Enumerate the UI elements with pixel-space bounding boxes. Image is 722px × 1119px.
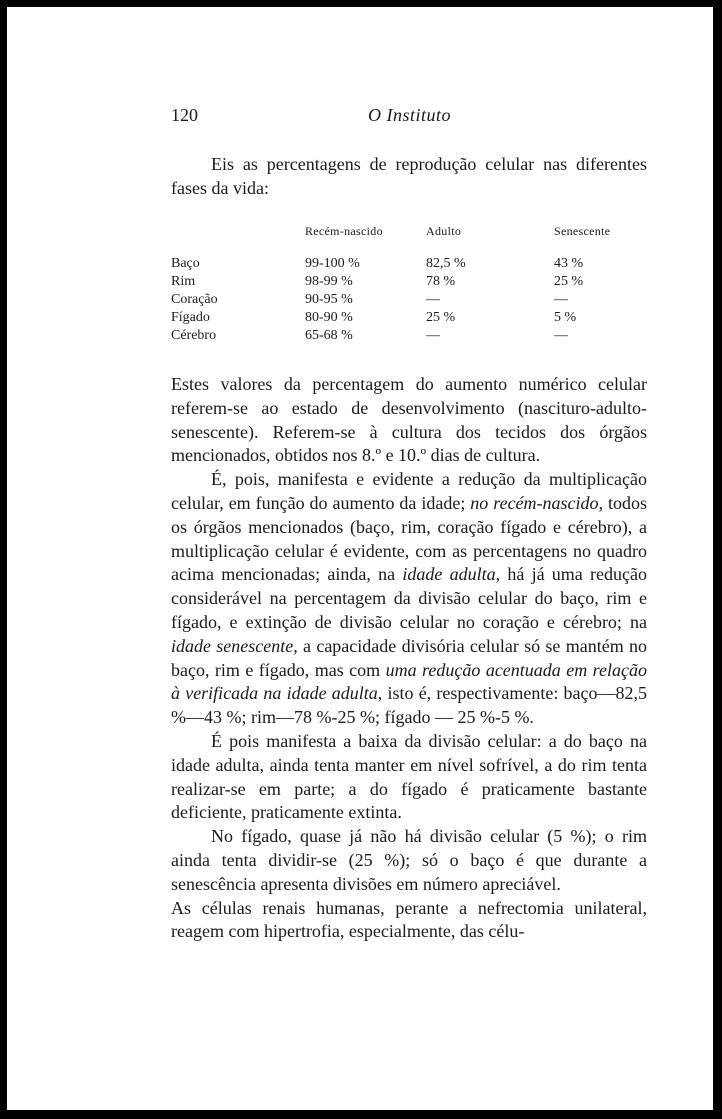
organ-cell: Rim bbox=[171, 274, 196, 289]
column-header-senescente: Senescente bbox=[554, 224, 611, 238]
italic-run: idade adulta bbox=[402, 564, 496, 585]
page-number: 120 bbox=[171, 105, 198, 125]
recem-nascido-cell: 98-99 % bbox=[305, 274, 353, 289]
adulto-cell: 82,5 % bbox=[426, 256, 466, 271]
paragraph-decline: É pois manifesta a baixa da divisão celular: a do baço na idade adulta, ainda tenta manter em nível sofrível, a do rim tenta realizar-se em parte; a do fígado é praticamente bastante deficiente, praticamente extinta. bbox=[171, 730, 647, 823]
text-run: , todos os órgãos mencionados (baço, rim, coração fígado e cérebro), a multiplicação celular é evidente, com as percentagens no quadro acima mencionadas; ainda, na bbox=[171, 492, 648, 585]
italic-run: no recém-nascido bbox=[470, 492, 599, 513]
body-text bbox=[171, 373, 647, 944]
text-run: , isto é, respectivamente: baço—82,5 %—43 %; rim—78 %-25 %; fígado — 25 %-5 %. bbox=[171, 683, 647, 728]
text-run: , a capacidade divisória celular só se mantém no baço, rim e fígado, mas com bbox=[171, 635, 647, 680]
text-run: É, pois, manifesta e evidente a redução da multiplicação celular, em função do aumento da idade; bbox=[171, 469, 647, 513]
senescente-cell: 5 % bbox=[554, 310, 577, 325]
senescente-cell: 25 % bbox=[554, 274, 584, 289]
column-header-adulto: Adulto bbox=[426, 224, 462, 238]
organ-cell: Fígado bbox=[171, 310, 210, 325]
paragraph-liver: No fígado, quase já não há divisão celular (5 %); o rim ainda tenta dividir-se (25 %); só o baço é que durante a senescência apresenta divisões em número apreciável. bbox=[171, 826, 647, 894]
table-header-row bbox=[171, 224, 647, 255]
intro-section bbox=[171, 153, 647, 200]
intro-paragraph: Eis as percentagens de reprodução celular nas diferentes fases da vida: bbox=[171, 154, 647, 198]
italic-run: uma redução acentuada em relação à verificada na idade adulta bbox=[171, 659, 647, 704]
adulto-cell: 78 % bbox=[426, 274, 456, 289]
table-row bbox=[171, 255, 647, 273]
table-row bbox=[171, 291, 647, 309]
recem-nascido-cell: 90-95 % bbox=[305, 292, 353, 307]
senescente-cell: 43 % bbox=[554, 256, 584, 271]
adulto-cell: — bbox=[426, 292, 440, 307]
table-row bbox=[171, 273, 647, 291]
recem-nascido-cell: 65-68 % bbox=[305, 328, 353, 343]
organ-cell: Baço bbox=[171, 256, 200, 271]
paragraph-reduction bbox=[171, 468, 647, 730]
column-header-recem-nascido: Recém-nascido bbox=[305, 224, 383, 238]
senescente-cell: — bbox=[554, 292, 568, 307]
running-title: O Instituto bbox=[368, 105, 452, 125]
organ-cell: Coração bbox=[171, 292, 218, 307]
column-header-organ bbox=[171, 224, 305, 255]
organ-cell: Cérebro bbox=[171, 328, 217, 343]
recem-nascido-cell: 80-90 % bbox=[305, 310, 353, 325]
italic-run: idade senescente bbox=[171, 635, 294, 656]
table-row bbox=[171, 309, 647, 327]
recem-nascido-cell: 99-100 % bbox=[305, 256, 360, 271]
paragraph-renal: As células renais humanas, perante a nefrectomia unilateral, reagem com hipertrofia, especialmente, das célu- bbox=[171, 897, 647, 942]
cell-reproduction-table bbox=[171, 224, 647, 345]
text-run: , há já uma redução considerável na percentagem da divisão celular do baço, rim e fígado, e extinção de divisão celular no coração e cérebro; na bbox=[171, 564, 647, 632]
document-page bbox=[7, 7, 713, 1110]
adulto-cell: — bbox=[426, 328, 440, 343]
paragraph-values: Estes valores da percentagem do aumento numérico celular referem-se ao estado de desenvolvimento (nascituro-adulto-senescente). Referem-se à cultura dos tecidos dos órgãos mencionados, obtidos nos 8.º e 10.º dias de cultura. bbox=[171, 374, 647, 466]
running-header bbox=[171, 105, 647, 129]
adulto-cell: 25 % bbox=[426, 310, 456, 325]
senescente-cell: — bbox=[554, 328, 568, 343]
table-row bbox=[171, 327, 647, 345]
